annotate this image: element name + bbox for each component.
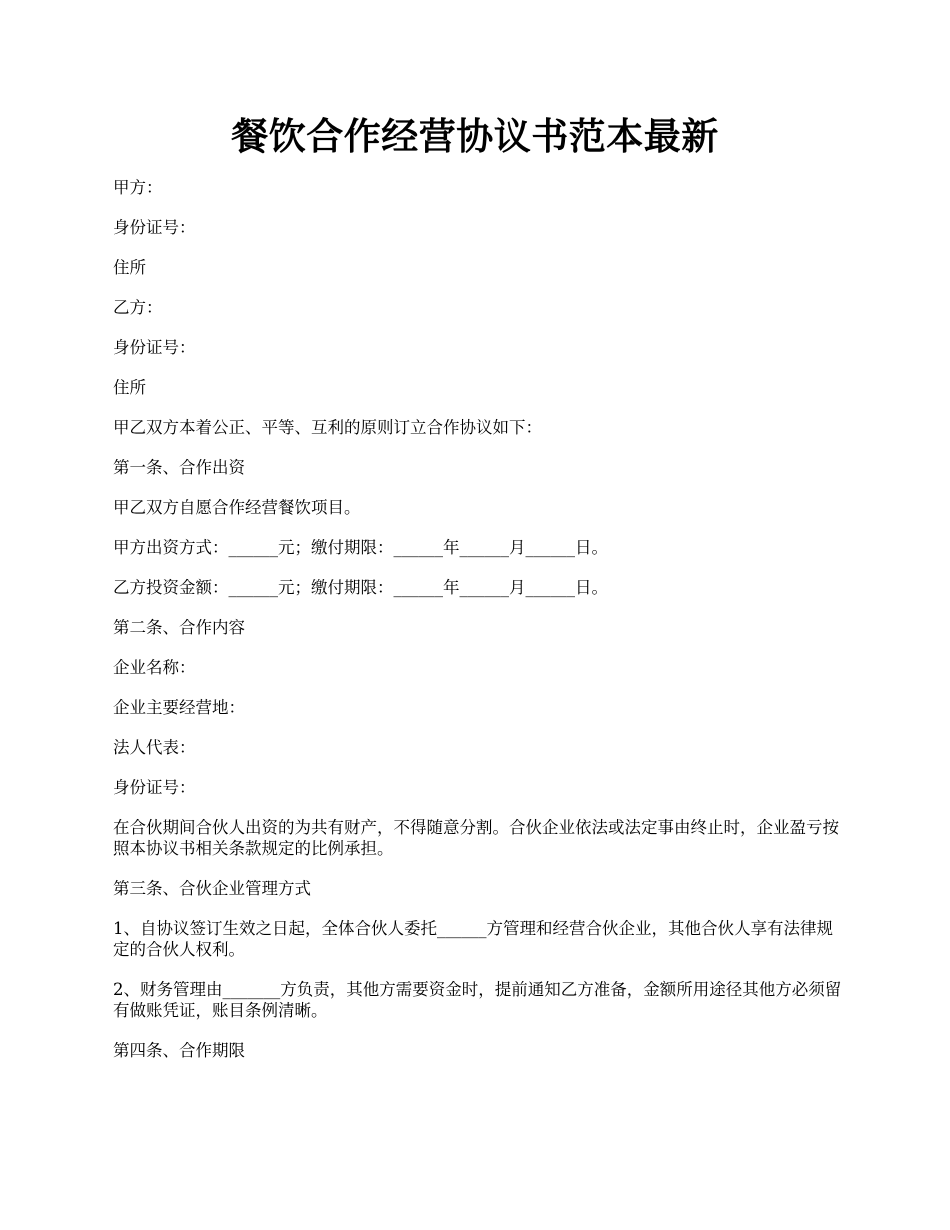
party-b-id-number: 身份证号： xyxy=(113,338,196,357)
party-b-label: 乙方： xyxy=(113,298,163,317)
company-name-field: 企业名称： xyxy=(113,658,196,677)
representative-id-number: 身份证号： xyxy=(113,778,196,797)
article-4-heading: 第四条、合作期限 xyxy=(113,1041,245,1060)
management-clause-1: 1、自协议签订生效之日起，全体合伙人委托______方管理和经营合伙企业，其他合伙人享有法律规定的合伙人权利。 xyxy=(113,919,833,959)
article-2-heading: 第二条、合作内容 xyxy=(113,618,245,637)
party-b-address: 住所 xyxy=(113,378,146,397)
document-body xyxy=(113,177,843,1080)
legal-representative-field: 法人代表： xyxy=(113,738,196,757)
joint-property-clause: 在合伙期间合伙人出资的为共有财产，不得随意分割。合伙企业依法或法定事由终止时，企业盈亏按照本协议书相关条款规定的比例承担。 xyxy=(113,818,839,858)
party-a-contribution: 甲方出资方式：______元；缴付期限：______年______月______日。 xyxy=(113,538,608,557)
management-clause-2: 2、财务管理由_______方负责，其他方需要资金时，提前通知乙方准备，金额所用途径其他方必须留有做账凭证，账目条例清晰。 xyxy=(113,980,842,1020)
party-a-address: 住所 xyxy=(113,258,146,277)
party-b-investment: 乙方投资金额：______元；缴付期限：______年______月______日。 xyxy=(113,578,608,597)
document-title: 餐饮合作经营协议书范本最新 xyxy=(231,114,719,158)
article-3-heading: 第三条、合伙企业管理方式 xyxy=(113,879,311,898)
business-location-field: 企业主要经营地： xyxy=(113,698,245,717)
article-1-clause: 甲乙双方自愿合作经营餐饮项目。 xyxy=(113,498,361,517)
agreement-preamble: 甲乙双方本着公正、平等、互利的原则订立合作协议如下： xyxy=(113,418,542,437)
party-a-id-number: 身份证号： xyxy=(113,218,196,237)
party-a-label: 甲方： xyxy=(113,178,163,197)
article-1-heading: 第一条、合作出资 xyxy=(113,458,245,477)
